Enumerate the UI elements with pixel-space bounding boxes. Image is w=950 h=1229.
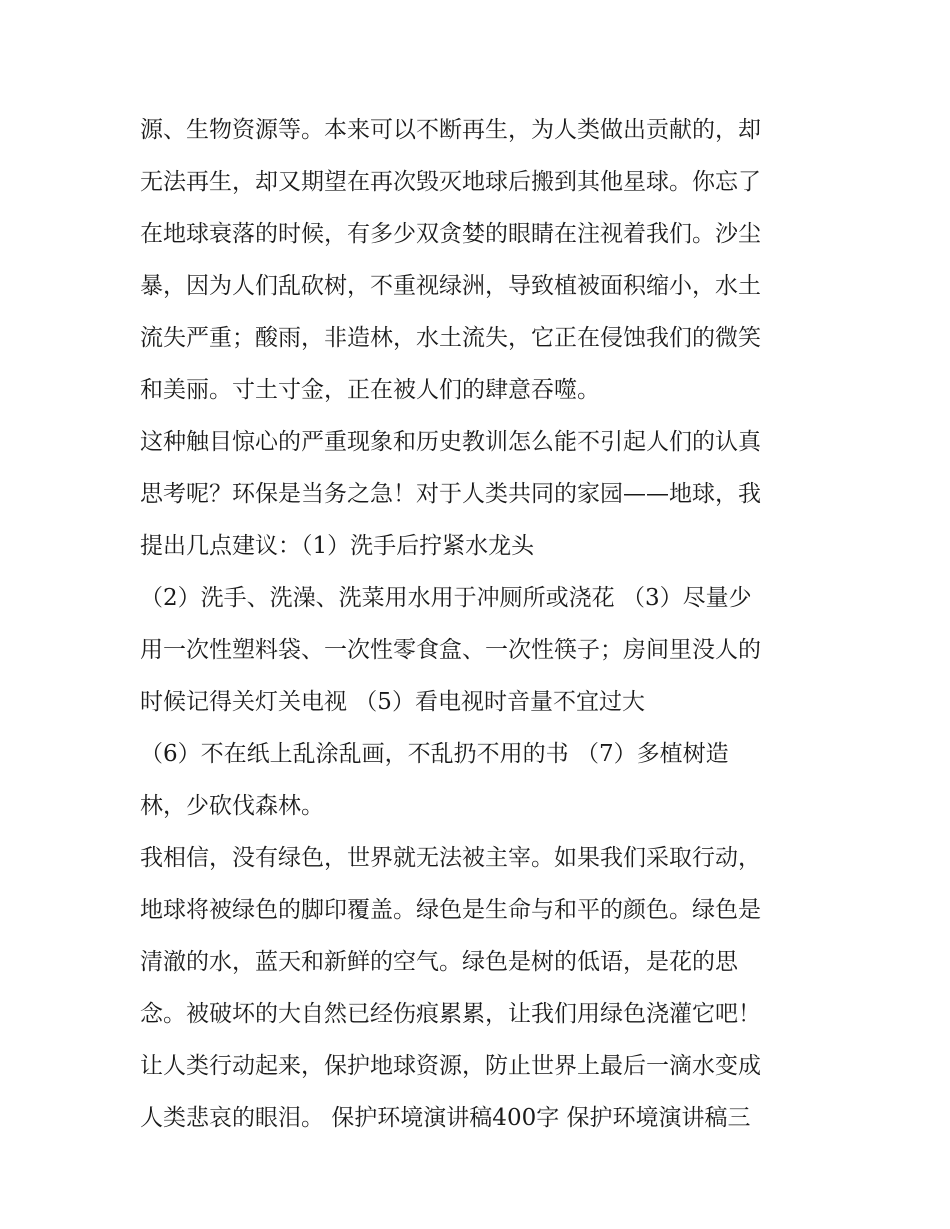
- text-line: 用一次性塑料袋、一次性零食盒、一次性筷子；房间里没人的: [140, 637, 761, 663]
- text-line: 无法再生，却又期望在再次毁灭地球后搬到其他星球。你忘了: [140, 169, 761, 195]
- text-line: 地球将被绿色的脚印覆盖。绿色是生命与和平的颜色。绿色是: [140, 897, 761, 923]
- text-line: 提出几点建议：（1）洗手后拧紧水龙头: [140, 533, 535, 559]
- text-line: 这种触目惊心的严重现象和历史教训怎么能不引起人们的认真: [140, 429, 761, 455]
- text-line: （6）不在纸上乱涂乱画，不乱扔不用的书 （7）多植树造: [140, 741, 729, 767]
- text-line: 让人类行动起来，保护地球资源，防止世界上最后一滴水变成: [140, 1053, 761, 1079]
- body-text: [140, 108, 820, 1148]
- text-line: 清澈的水，蓝天和新鲜的空气。绿色是树的低语，是花的思: [140, 949, 738, 975]
- text-line: 思考呢？环保是当务之急！对于人类共同的家园——地球，我: [140, 481, 761, 507]
- text-line: （2）洗手、洗澡、洗菜用水用于冲厕所或浇花 （3）尽量少: [140, 585, 752, 611]
- text-line: 我相信，没有绿色，世界就无法被主宰。如果我们采取行动，: [140, 845, 761, 871]
- text-line: 流失严重；酸雨，非造林，水土流失，它正在侵蚀我们的微笑: [140, 325, 761, 351]
- text-line: 暴，因为人们乱砍树，不重视绿洲，导致植被面积缩小，水土: [140, 273, 761, 299]
- text-line: 时候记得关灯关电视 （5）看电视时音量不宜过大: [140, 689, 645, 715]
- text-line: 念。被破坏的大自然已经伤痕累累，让我们用绿色浇灌它吧！: [140, 1001, 761, 1027]
- text-line: 人类悲哀的眼泪。 保护环境演讲稿400字 保护环境演讲稿三: [140, 1105, 751, 1131]
- text-line: 源、生物资源等。本来可以不断再生，为人类做出贡献的，却: [140, 117, 761, 143]
- text-line: 在地球衰落的时候，有多少双贪婪的眼睛在注视着我们。沙尘: [140, 221, 761, 247]
- text-line: 和美丽。寸土寸金，正在被人们的肆意吞噬。: [140, 377, 600, 403]
- text-line: 林，少砍伐森林。: [140, 793, 324, 819]
